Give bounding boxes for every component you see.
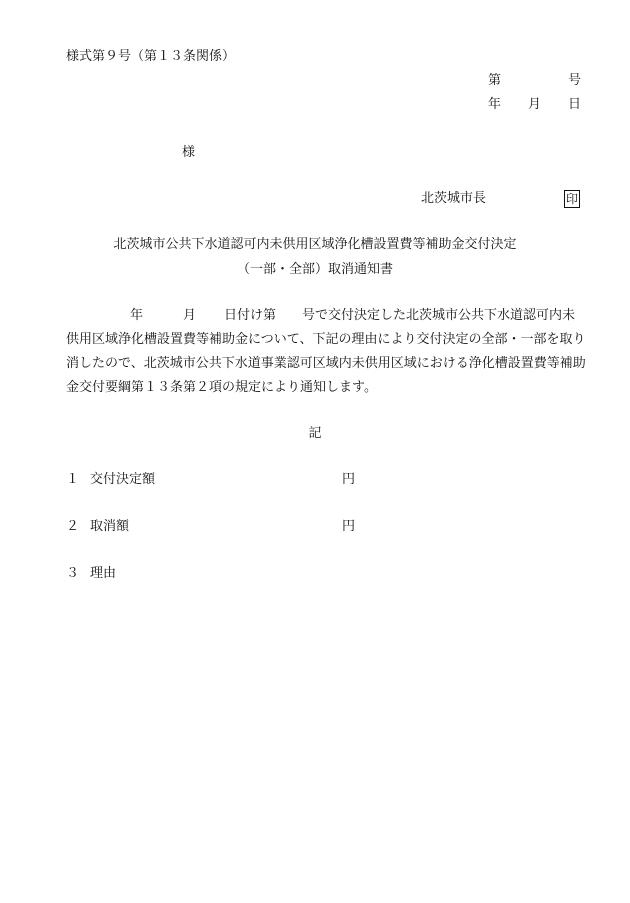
ki-heading: 記 xyxy=(308,426,322,441)
body-month: 月 xyxy=(183,308,197,323)
date-month: 月 xyxy=(528,97,542,112)
date-day: 日 xyxy=(568,97,582,112)
number-suffix: 号 xyxy=(568,73,582,88)
date-year: 年 xyxy=(488,97,502,112)
seal-stamp-box: 印 xyxy=(565,192,578,206)
body-day-no: 日付け第 xyxy=(224,308,277,323)
body-line1-rest: 号で交付決定した北茨城市公共下水道認可内未 xyxy=(302,308,576,323)
form-number-label: 様式第９号（第１３条関係） xyxy=(66,49,236,64)
number-prefix: 第 xyxy=(488,73,502,88)
item-label: 交付決定額 xyxy=(90,472,156,487)
item-number: ２ xyxy=(66,519,80,534)
body-line-1 xyxy=(66,304,606,328)
recipient-honorific: 様 xyxy=(182,145,196,160)
document-title-line1: 北茨城市公共下水道認可内未供用区域浄化槽設置費等補助金交付決定 xyxy=(113,237,517,252)
body-year: 年 xyxy=(130,308,144,323)
issuer-name: 北茨城市長 xyxy=(421,191,487,206)
body-line-2: 供用区域浄化槽設置費等補助金について、下記の理由により交付決定の全部・一部を取り xyxy=(66,332,586,347)
item-number: １ xyxy=(66,472,80,487)
item-label: 理由 xyxy=(90,566,117,581)
item-number: ３ xyxy=(66,566,80,581)
body-line-4: 金交付要綱第１３条第２項の規定により通知します。 xyxy=(66,380,377,395)
notice-body xyxy=(66,304,606,400)
document-title-line2: （一部・全部）取消通知書 xyxy=(236,262,393,277)
item-unit: 円 xyxy=(342,519,356,534)
body-line-3: 消したので、北茨城市公共下水道事業認可区域内未供用区域における浄化槽設置費等補助 xyxy=(66,356,586,371)
item-unit: 円 xyxy=(342,472,356,487)
item-label: 取消額 xyxy=(90,519,130,534)
